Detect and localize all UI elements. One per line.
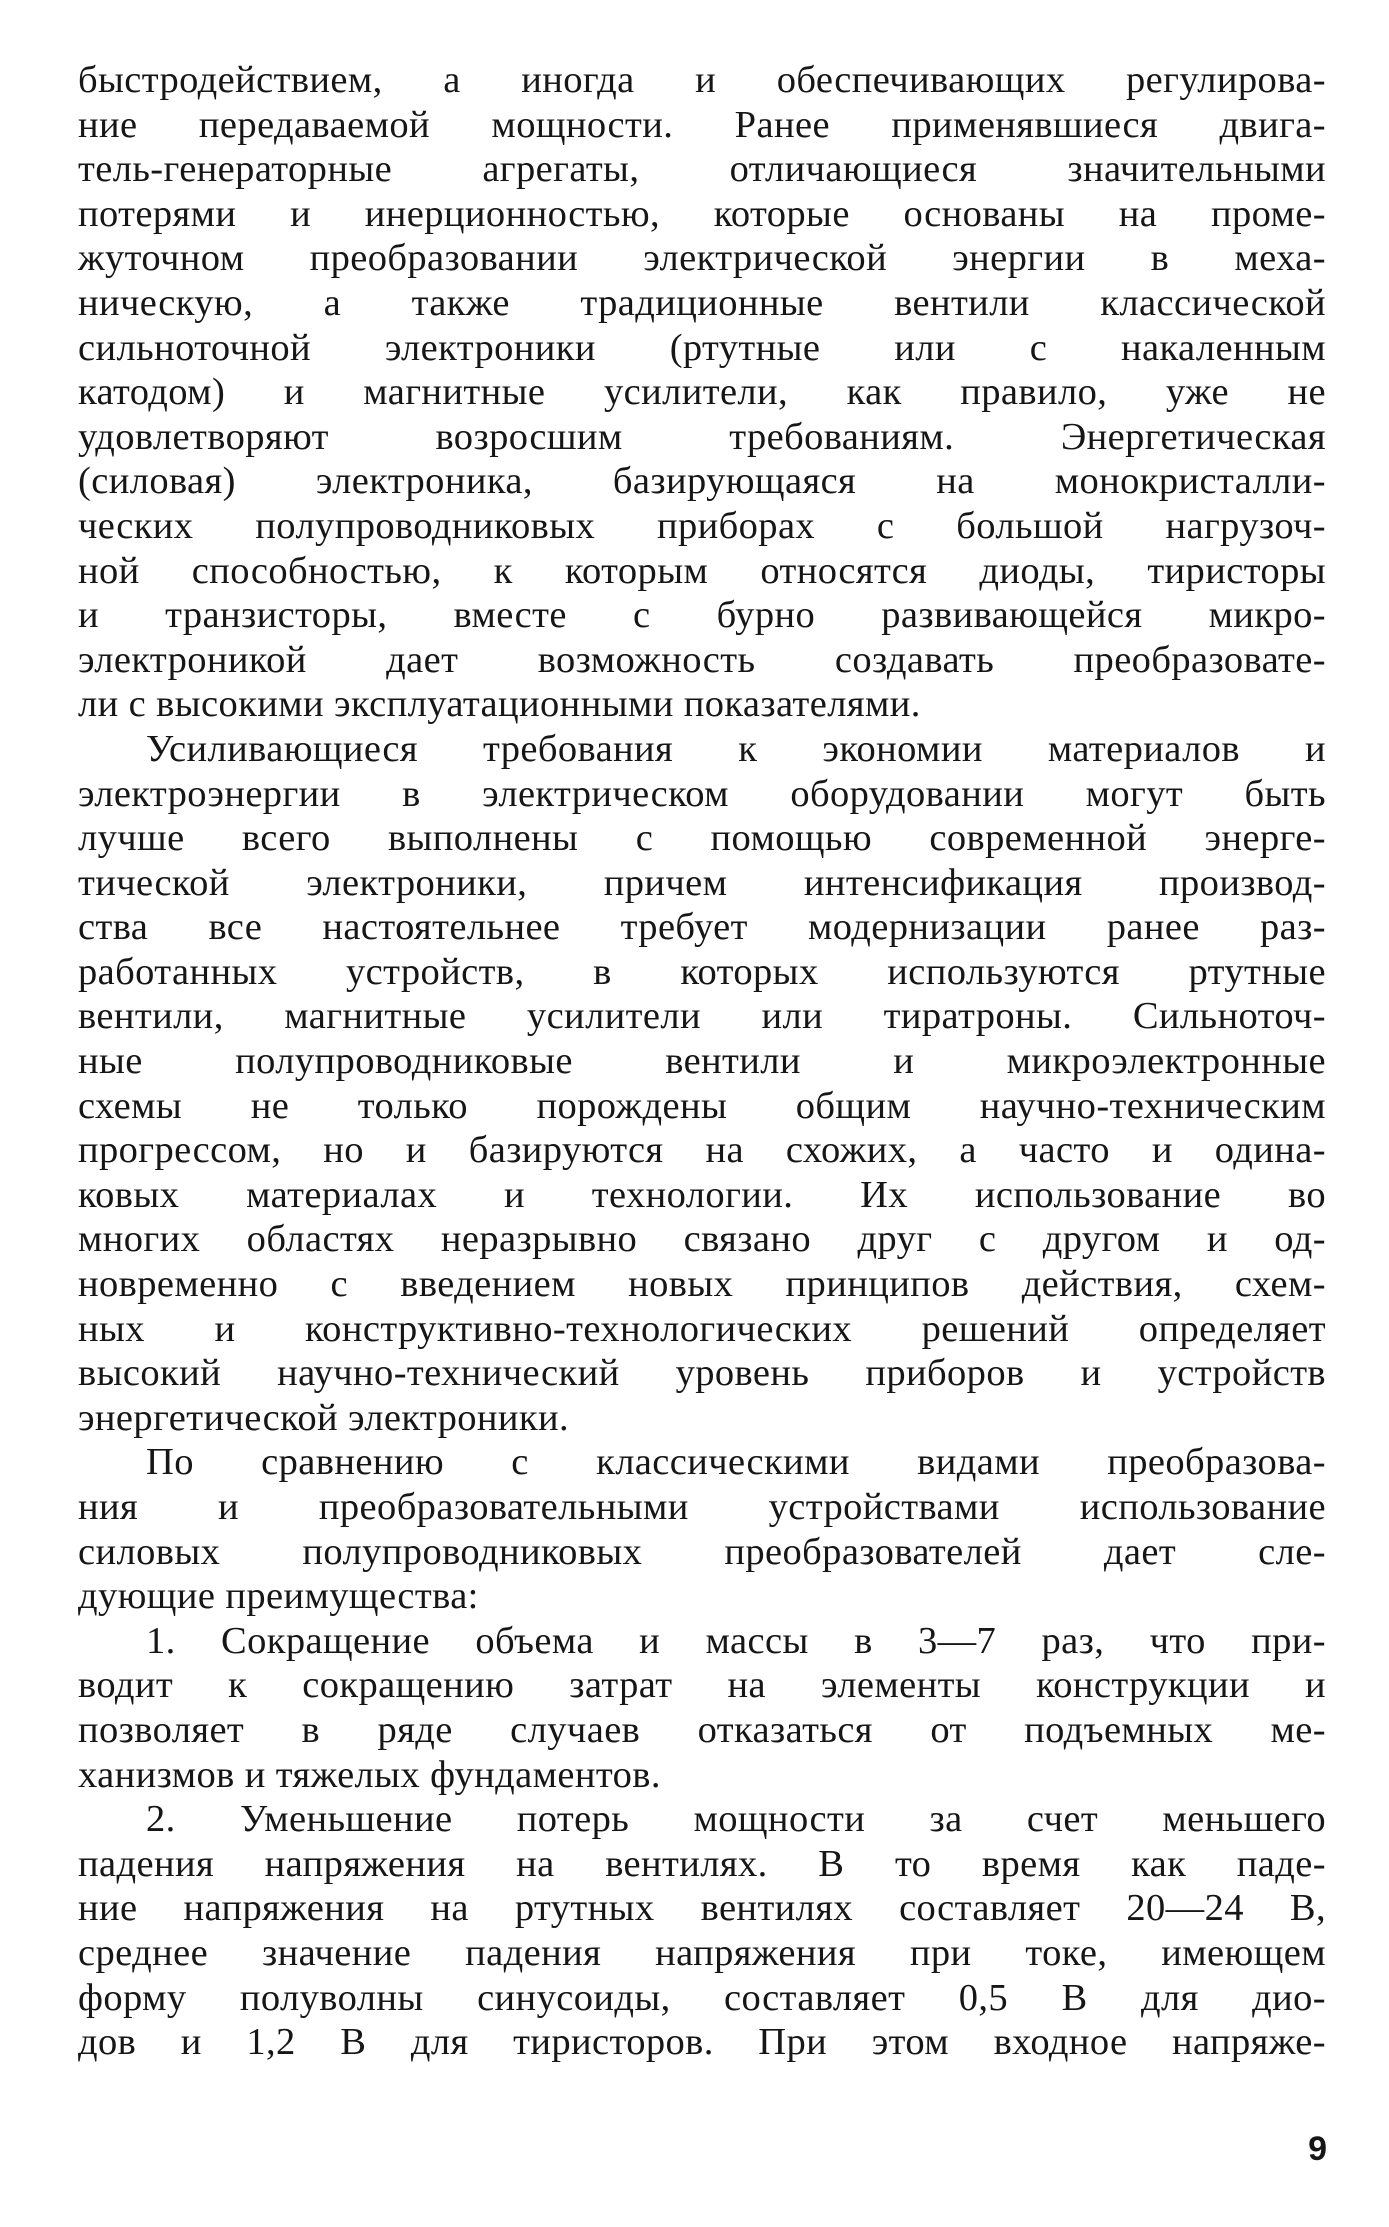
text-line: потерями и инерционностью, которые основаны на проме- xyxy=(78,192,1326,235)
text-line: ли с высокими эксплуатационными показателями. xyxy=(78,683,921,726)
text-line: ной способностью, к которым относятся диоды, тиристоры xyxy=(78,549,1326,592)
text-line: жуточном преобразовании электрической энергии в меха- xyxy=(78,237,1326,280)
text-line: ние напряжения на ртутных вентилях составляет 20—24 В, xyxy=(78,1887,1326,1930)
text-line: новременно с введением новых принципов действия, схем- xyxy=(78,1263,1326,1306)
text-line: ные полупроводниковые вентили и микроэлектронные xyxy=(78,1040,1326,1083)
text-line: ных и конструктивно-технологических решений определяет xyxy=(78,1307,1326,1350)
text-line: прогрессом, но и базируются на схожих, а часто и одина- xyxy=(78,1129,1326,1172)
text-line: многих областях неразрывно связано друг с другом и од- xyxy=(78,1218,1326,1261)
text-line: высокий научно-технический уровень приборов и устройств xyxy=(78,1352,1326,1395)
page-body xyxy=(78,58,1326,2065)
text-line: форму полуволны синусоиды, составляет 0,5 В для дио- xyxy=(78,1976,1326,2019)
text-line: Усиливающиеся требования к экономии материалов и xyxy=(146,727,1326,770)
paragraph-1 xyxy=(78,58,1326,727)
page-number: 9 xyxy=(1308,2130,1327,2168)
text-line: (силовая) электроника, базирующаяся на монокристалли- xyxy=(78,460,1326,503)
text-line: ния и преобразовательными устройствами использование xyxy=(78,1486,1326,1528)
text-line: лучше всего выполнены с помощью современной энерге- xyxy=(78,817,1326,860)
text-line: среднее значение падения напряжения при токе, имеющем xyxy=(78,1931,1326,1974)
paragraph-3 xyxy=(78,1440,1326,1618)
text-line: тической электроники, причем интенсификация производ- xyxy=(78,861,1326,904)
text-line: и транзисторы, вместе с бурно развивающейся микро- xyxy=(78,594,1326,637)
text-line: схемы не только порождены общим научно-техническим xyxy=(78,1084,1326,1127)
text-line: водит к сокращению затрат на элементы конструкции и xyxy=(78,1664,1326,1707)
text-line: катодом) и магнитные усилители, как правило, уже не xyxy=(78,371,1326,414)
list-item-2 xyxy=(78,1797,1326,2065)
paragraph-2 xyxy=(78,727,1326,1441)
text-line: 2. Уменьшение потерь мощности за счет меньшего xyxy=(146,1798,1326,1841)
text-line: работанных устройств, в которых используются ртутные xyxy=(78,950,1326,993)
text-line: позволяет в ряде случаев отказаться от подъемных ме- xyxy=(78,1708,1326,1751)
text-line: По сравнению с классическими видами преобразова- xyxy=(146,1441,1326,1484)
text-line: 1. Сокращение объема и массы в 3—7 раз, что при- xyxy=(146,1619,1326,1662)
text-line: вентили, магнитные усилители или тиратроны. Сильноточ- xyxy=(78,995,1326,1038)
text-line: дов и 1,2 В для тиристоров. При этом входное напряже- xyxy=(78,2021,1326,2064)
text-line: ние передаваемой мощности. Ранее применявшиеся двига- xyxy=(78,103,1326,146)
text-line: силовых полупроводниковых преобразователей дает сле- xyxy=(78,1530,1326,1573)
text-line: удовлетворяют возросшим требованиям. Энергетическая xyxy=(78,415,1326,458)
text-line: дующие преимущества: xyxy=(78,1575,479,1618)
text-line: ства все настоятельнее требует модернизации ранее раз- xyxy=(78,906,1326,949)
text-line: падения напряжения на вентилях. В то время как паде- xyxy=(78,1842,1326,1885)
text-line: ческих полупроводниковых приборах с большой нагрузоч- xyxy=(78,504,1326,547)
text-line: тель-генераторные агрегаты, отличающиеся значительными xyxy=(78,148,1326,191)
text-line: энергетической электроники. xyxy=(78,1396,570,1439)
text-line: электроэнергии в электрическом оборудовании могут быть xyxy=(78,772,1326,815)
text-line: ковых материалах и технологии. Их использование во xyxy=(78,1173,1326,1216)
text-line: сильноточной электроники (ртутные или с накаленным xyxy=(78,326,1326,369)
text-line: быстродействием, а иногда и обеспечивающих регулирова- xyxy=(78,59,1326,101)
text-line: ническую, а также традиционные вентили классической xyxy=(78,281,1326,324)
list-item-1 xyxy=(78,1619,1326,1797)
text-line: ханизмов и тяжелых фундаментов. xyxy=(78,1753,661,1796)
text-line: электроникой дает возможность создавать преобразовате- xyxy=(78,638,1326,681)
